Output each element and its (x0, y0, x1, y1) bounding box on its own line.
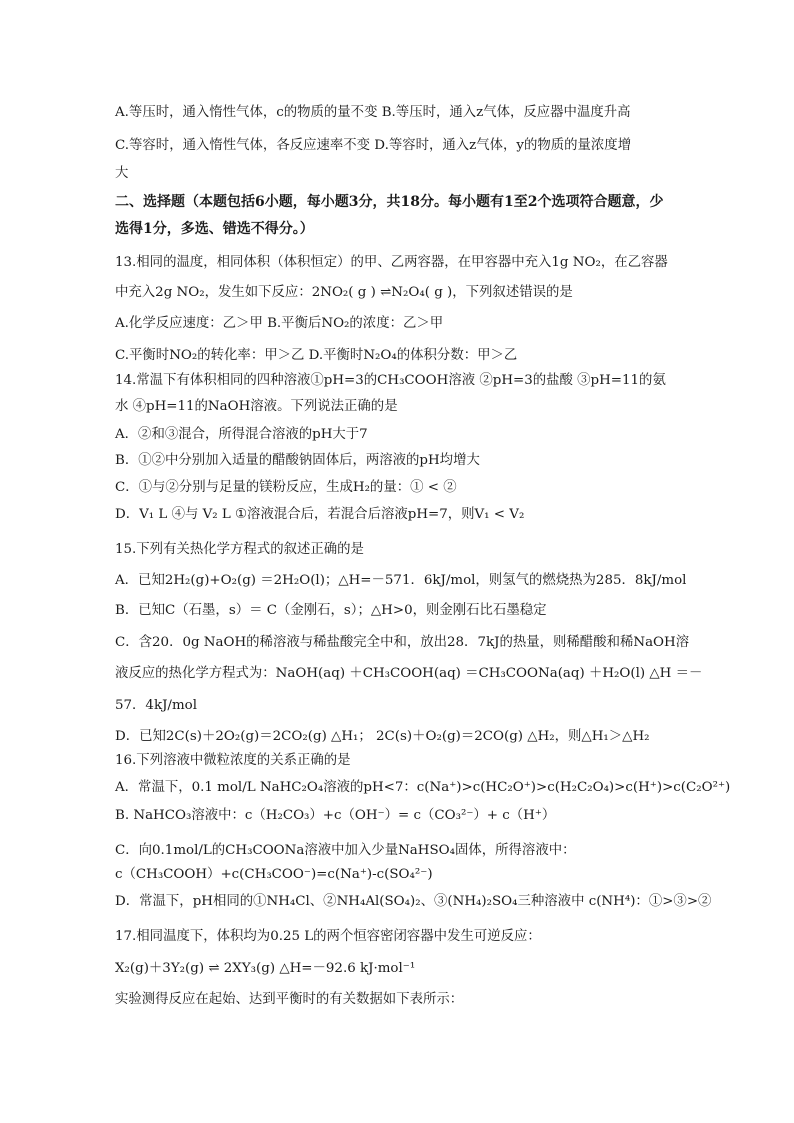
text-line-27: c（CH₃COOH）+c(CH₃COO⁻)=c(Na⁺)-c(SO₄²⁻) (115, 867, 433, 882)
text-line-1: A.等压时，通入惰性气体，c的物质的量不变 B.等压时，通入z气体，反应器中温度升高 (115, 105, 631, 120)
text-line-13: B．①②中分别加入适量的醋酸钠固体后，两溶液的pH均增大 (115, 453, 480, 468)
text-line-15: D．V₁ L ④与 V₂ L ①溶液混合后，若混合后溶液pH=7，则V₁ < V₂ (115, 507, 525, 522)
text-line-16: 15.下列有关热化学方程式的叙述正确的是 (115, 542, 364, 557)
text-line-2: C.等容时，通入惰性气体，各反应速率不变 D.等容时，通入z气体，y的物质的量浓度增 (115, 138, 632, 153)
text-line-12: A．②和③混合，所得混合溶液的pH大于7 (115, 427, 368, 442)
text-line-28: D．常温下，pH相同的①NH₄Cl、②NH₄Al(SO₄)₂、③(NH₄)₂SO₄三种溶液中 c(NH⁴)：①>③>② (115, 894, 712, 909)
text-line-5: 选得1分，多选、错选不得分。） (115, 221, 314, 237)
text-line-21: 57．4kJ/mol (115, 698, 197, 713)
text-line-29: 17.相同温度下，体积均为0.25 L的两个恒容密闭容器中发生可逆反应： (115, 929, 541, 944)
text-line-6: 13.相同的温度，相同体积（体积恒定）的甲、乙两容器，在甲容器中充入1g NO₂，在乙容器 (115, 255, 668, 270)
text-line-17: A．已知2H₂(g)+O₂(g) ＝2H₂O(l)；△H=－571．6kJ/mol，则氢气的燃烧热为285．8kJ/mol (115, 573, 687, 588)
text-line-20: 液反应的热化学方程式为：NaOH(aq) ＋CH₃COOH(aq) ＝CH₃COONa(aq) ＋H₂O(l) △H ＝－ (115, 666, 703, 681)
text-line-25: B. NaHCO₃溶液中：c（H₂CO₃）+c（OH⁻）= c（CO₃²⁻）+ c（H⁺） (115, 808, 556, 823)
text-line-11: 水 ④pH=11的NaOH溶液。下列说法正确的是 (115, 399, 398, 414)
text-line-7: 中充入2g NO₂，发生如下反应：2NO₂( g ) ⇌N₂O₄( g )，下列叙述错误的是 (115, 285, 573, 300)
text-line-14: C．①与②分别与足量的镁粉反应，生成H₂的量：① < ② (115, 480, 457, 495)
text-line-31: 实验测得反应在起始、达到平衡时的有关数据如下表所示： (115, 992, 464, 1007)
text-line-30: X₂(g)＋3Y₂(g) ⇌ 2XY₃(g) △H=－92.6 kJ·mol⁻¹ (115, 961, 416, 976)
text-line-9: C.平衡时NO₂的转化率：甲＞乙 D.平衡时N₂O₄的体积分数：甲＞乙 (115, 348, 518, 363)
text-line-4: 二、选择题（本题包括6小题，每小题3分，共18分。每小题有1至2个选项符合题意，少 (115, 194, 664, 210)
text-line-24: A．常温下，0.1 mol/L NaHC₂O₄溶液的pH<7：c(Na⁺)>c(HC₂O⁺)>c(H₂C₂O₄)>c(H⁺)>c(C₂O²⁺) (115, 780, 731, 795)
text-line-18: B．已知C（石墨，s）＝ C（金刚石，s）；△H>0，则金刚石比石墨稳定 (115, 603, 547, 618)
text-line-19: C．含20．0g NaOH的稀溶液与稀盐酸完全中和，放出28．7kJ的热量，则稀醋酸和稀NaOH溶 (115, 635, 690, 650)
text-line-22: D．已知2C(s)＋2O₂(g)＝2CO₂(g) △H₁； 2C(s)＋O₂(g)＝2CO(g) △H₂，则△H₁＞△H₂ (115, 729, 650, 744)
text-line-3: 大 (115, 166, 129, 181)
text-line-10: 14.常温下有体积相同的四种溶液①pH=3的CH₃COOH溶液 ②pH=3的盐酸 ③pH=11的氨 (115, 373, 666, 388)
text-line-8: A.化学反应速度：乙＞甲 B.平衡后NO₂的浓度：乙＞甲 (115, 316, 444, 331)
text-line-26: C．向0.1mol/L的CH₃COONa溶液中加入少量NaHSO₄固体，所得溶液中： (115, 843, 576, 858)
text-line-23: 16.下列溶液中微粒浓度的关系正确的是 (115, 753, 351, 768)
